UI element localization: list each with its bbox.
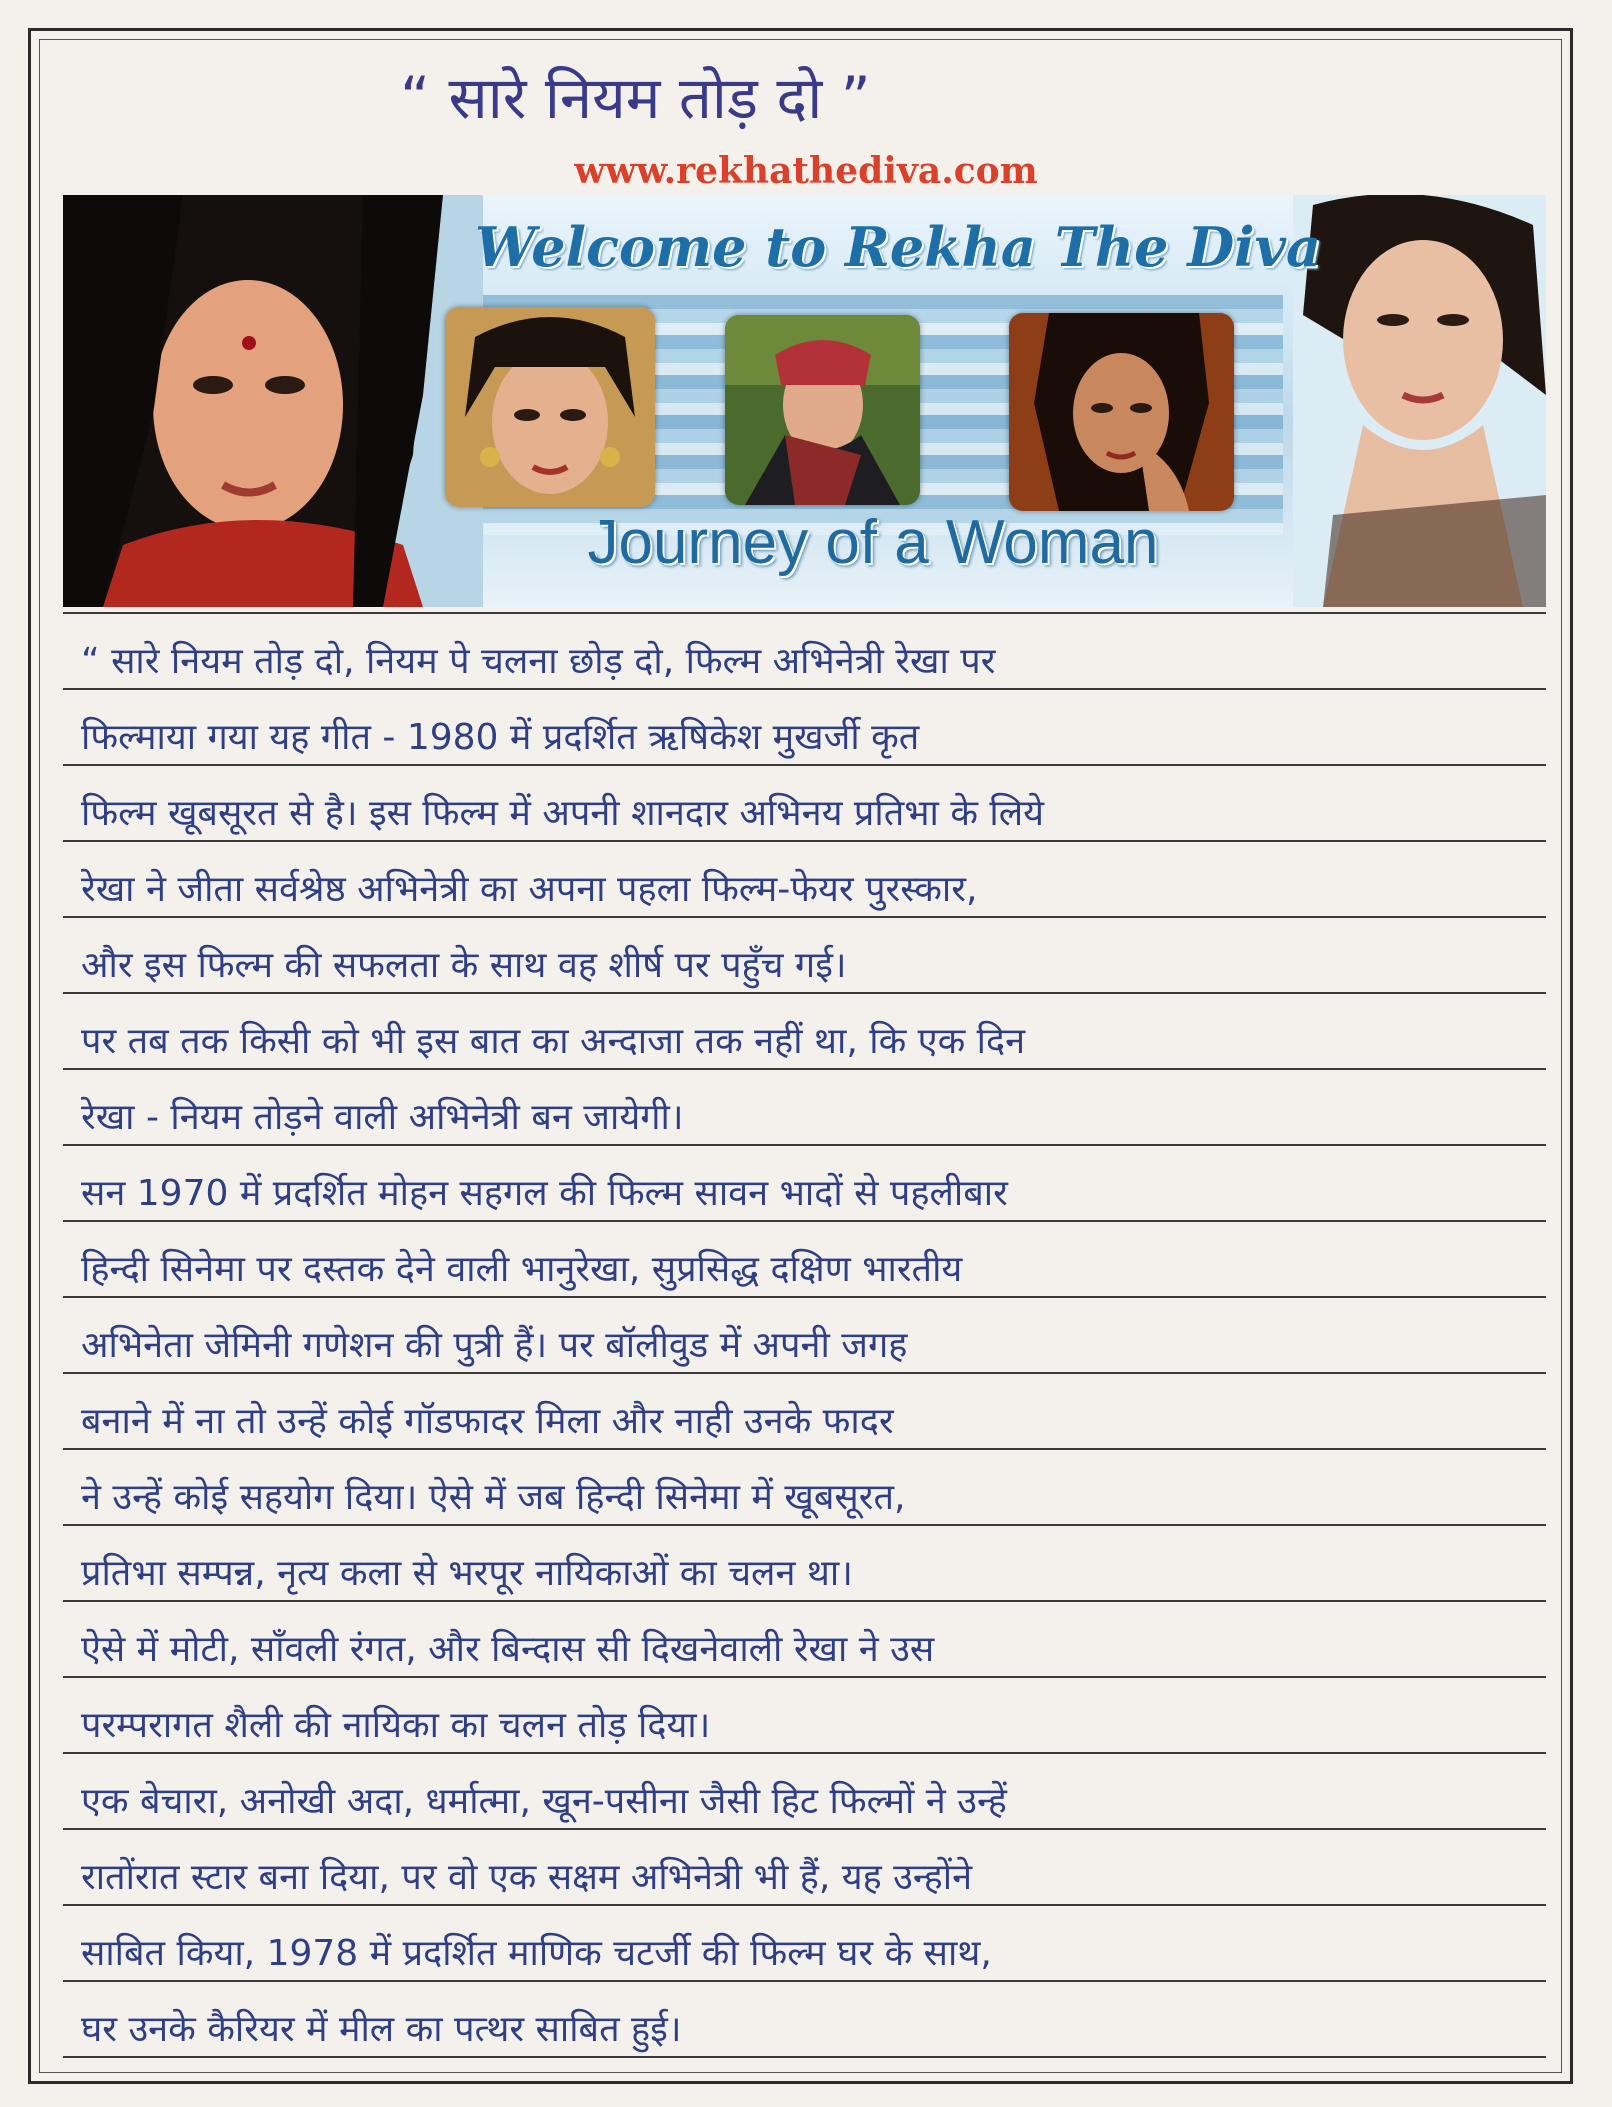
site-url: www.rekhathediva.com [574,150,1038,192]
handwritten-line: रातोंरात स्टार बना दिया, पर वो एक सक्षम अभिनेत्री भी हैं, यह उन्होंने [81,1857,973,1898]
handwritten-line: पर तब तक किसी को भी इस बात का अन्दाजा तक नहीं था, कि एक दिन [81,1021,1026,1062]
handwritten-line: रेखा - नियम तोड़ने वाली अभिनेत्री बन जायेगी। [81,1097,684,1138]
handwritten-line: साबित किया, 1978 में प्रदर्शित माणिक चटर्जी की फिल्म घर के साथ, [81,1933,992,1974]
handwritten-line: घर उनके कैरियर में मील का पत्थर साबित हुई। [81,2009,682,2050]
portrait-thumbnail-1 [445,307,655,507]
handwritten-line: रेखा ने जीता सर्वश्रेष्ठ अभिनेत्री का अपना पहला फिल्म-फेयर पुरस्कार, [81,869,978,910]
handwritten-line: परम्परागत शैली की नायिका का चलन तोड़ दिया। [81,1705,711,1746]
ruled-writing-area [63,612,1546,2072]
handwritten-line: बनाने में ना तो उन्हें कोई गॉडफादर मिला और नाही उनके फादर [81,1401,894,1442]
ruled-line [63,612,1546,614]
banner [63,195,1546,607]
handwritten-line: “ सारे नियम तोड़ दो, नियम पे चलना छोड़ दो, फिल्म अभिनेत्री रेखा पर [81,641,996,682]
portrait-thumbnail-2 [725,315,920,505]
handwritten-line: हिन्दी सिनेमा पर दस्तक देने वाली भानुरेखा, सुप्रसिद्ध दक्षिण भारतीय [81,1249,963,1290]
handwritten-line: प्रतिभा सम्पन्न, नृत्य कला से भरपूर नायिकाओं का चलन था। [81,1553,853,1594]
handwritten-line: एक बेचारा, अनोखी अदा, धर्मात्मा, खून-पसीना जैसी हिट फिल्मों ने उन्हें [81,1781,1007,1822]
handwritten-line: फिल्म खूबसूरत से है। इस फिल्म में अपनी शानदार अभिनय प्रतिभा के लिये [81,793,1045,834]
handwritten-line: ने उन्हें कोई सहयोग दिया। ऐसे में जब हिन्दी सिनेमा में खूबसूरत, [81,1477,906,1518]
portrait-left-image [63,195,483,607]
handwritten-line: ऐसे में मोटी, साँवली रंगत, और बिन्दास सी दिखनेवाली रेखा ने उस [81,1629,935,1670]
handwritten-line: फिल्माया गया यह गीत - 1980 में प्रदर्शित ऋषिकेश मुखर्जी कृत [81,717,920,758]
portrait-thumbnail-3 [1009,313,1234,511]
banner-tagline: Journey of a Woman [587,508,1159,577]
handwritten-line: अभिनेता जेमिनी गणेशन की पुत्री हैं। पर बॉलीवुड में अपनी जगह [81,1325,908,1366]
handwritten-line: और इस फिल्म की सफलता के साथ वह शीर्ष पर पहुँच गई। [81,945,847,986]
banner-welcome-title: Welcome to Rekha The Diva [474,215,1322,279]
handwritten-line: सन 1970 में प्रदर्शित मोहन सहगल की फिल्म सावन भादों से पहलीबार [81,1173,1008,1214]
handwritten-title: “ सारे नियम तोड़ दो ” [400,63,871,132]
